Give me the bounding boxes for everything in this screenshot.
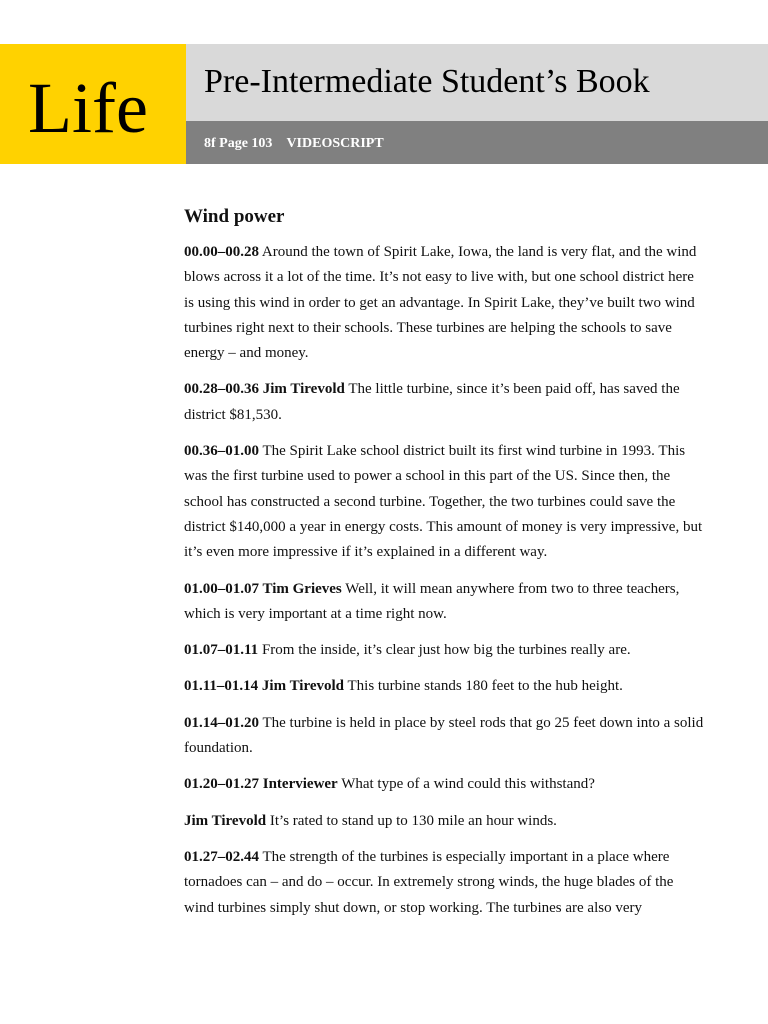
script-paragraph [184, 638, 704, 663]
subtitle-text [204, 136, 398, 152]
section-label: VIDEOSCRIPT [286, 136, 384, 151]
script-paragraph [184, 711, 704, 762]
timestamp-lead: 01.14–01.20 [184, 714, 259, 731]
paragraph-text: This turbine stands 180 feet to the hub height. [344, 678, 623, 695]
script-paragraph [184, 377, 704, 428]
timestamp-lead: 00.00–00.28 [184, 244, 259, 260]
timestamp-lead: 01.27–02.44 [184, 848, 259, 865]
timestamp-lead: 01.20–01.27 Interviewer [184, 776, 338, 793]
book-title: Pre-Intermediate Student’s Book [204, 63, 650, 100]
life-logo [0, 44, 186, 164]
page-header [0, 44, 768, 164]
paragraph-text: Around the town of Spirit Lake, Iowa, the land is very flat, and the wind blows across it a lot of the time. It’s not easy to live with, but one school district here is using this wind in order to get an advantage. In Spirit Lake, they’ve built two wind turbines right next to their schools. These turbines are helping the schools to save energy – and money. [184, 244, 697, 362]
page-reference: 8f Page 103 [204, 136, 273, 151]
videoscript-content [184, 204, 704, 932]
logo-text: Life [28, 68, 148, 148]
script-paragraph [184, 809, 704, 834]
script-paragraph [184, 772, 704, 797]
paragraph-text: Well, it will mean anywhere from two to three teachers, which is very important at a time right now. [184, 580, 680, 622]
timestamp-lead: 01.11–01.14 Jim Tirevold [184, 678, 345, 695]
paragraph-text: From the inside, it’s clear just how big the turbines really are. [258, 642, 631, 659]
paragraph-text: The turbine is held in place by steel rods that go 25 feet down into a solid foundation. [184, 714, 704, 757]
script-paragraph [184, 577, 704, 628]
section-title: Wind power [184, 206, 285, 227]
script-paragraph [184, 845, 704, 921]
paragraph-text: The little turbine, since it’s been paid off, has saved the district $81,530. [184, 381, 680, 423]
subtitle-band [186, 121, 768, 164]
script-paragraph [184, 240, 704, 366]
timestamp-lead: 00.36–01.00 [184, 443, 259, 460]
title-band [186, 44, 768, 121]
timestamp-lead: 00.28–00.36 Jim Tirevold [184, 381, 345, 398]
paragraph-text: What type of a wind could this withstand? [337, 776, 595, 793]
timestamp-lead: 01.00–01.07 Tim Grieves [184, 580, 342, 597]
script-paragraph [184, 674, 704, 699]
paragraph-text: The Spirit Lake school district built its first wind turbine in 1993. This was the first turbine used to power a school in this part of the US. Since then, the school has constructed a second turbine. Together, the two turbines could save the district $140,000 a year in energy costs. This amount of money is very impressive, but it’s even more impressive if it’s explained in a different way. [184, 443, 703, 561]
paragraph-text: The strength of the turbines is especially important in a place where tornadoes can – and do – occur. In extremely strong winds, the huge blades of the wind turbines simply shut down, or stop working. The turbines are also very [184, 848, 674, 916]
script-paragraph [184, 439, 704, 565]
speaker-lead: Jim Tirevold [184, 812, 267, 829]
timestamp-lead: 01.07–01.11 [184, 642, 259, 659]
paragraph-text: It’s rated to stand up to 130 mile an hour winds. [266, 812, 557, 829]
